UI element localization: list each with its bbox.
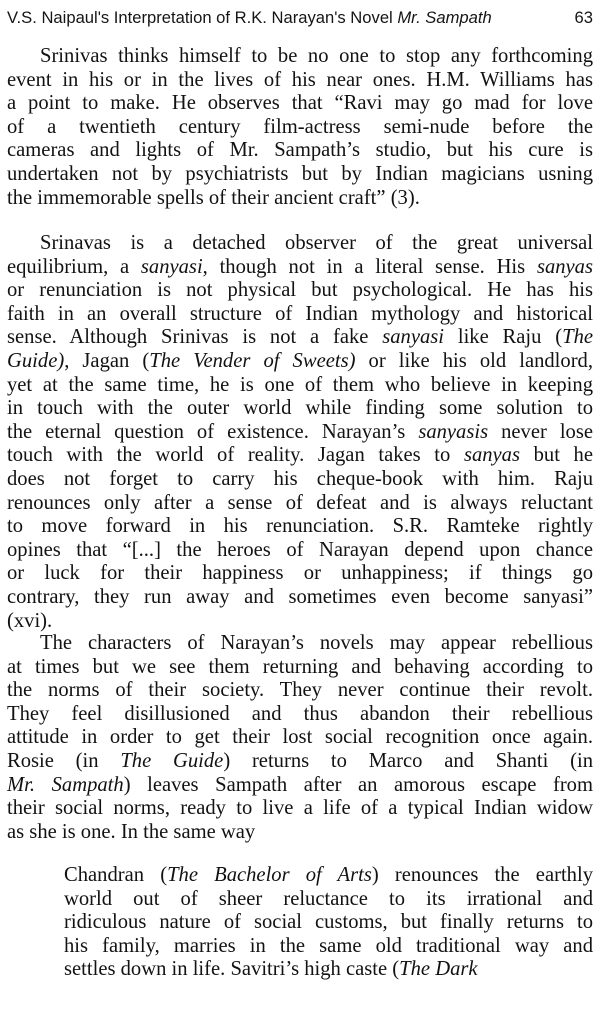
text-line (7, 444, 593, 468)
text-line (7, 187, 593, 211)
text-run: world out of sheer reluctance to its irrational and (64, 887, 593, 910)
text-line (7, 726, 593, 750)
text-run: , though not in a literal sense. His (202, 255, 537, 278)
text-run: sense. Although Srinivas is not a fake (7, 326, 383, 349)
italic-text: sanyasi (382, 326, 445, 349)
paragraph-3 (7, 632, 593, 844)
text-run: Srinavas is a detached observer of the great universal (40, 232, 593, 254)
text-run: does not forget to carry his cheque-book with him. Raju (7, 467, 593, 490)
text-run: cameras and lights of Mr. Sampath’s studio, but his cure is (7, 139, 593, 162)
text-run: attitude in order to get their lost social recognition once again. (7, 726, 593, 749)
italic-text: The Vender of Sweets) (149, 349, 356, 372)
italic-text: Mr. Sampath (7, 773, 124, 796)
text-run: renounces only after a sense of defeat and is always reluctant (7, 491, 593, 514)
text-line (7, 750, 593, 774)
text-line (64, 888, 593, 912)
text-line (7, 69, 593, 93)
text-line (64, 911, 593, 935)
running-head-title-italic: Mr. Sampath (397, 8, 492, 27)
text-line (7, 232, 593, 256)
text-run: his family, marries in the same old traditional way and (64, 934, 593, 957)
running-head (7, 6, 593, 30)
text-line (7, 468, 593, 492)
text-line (64, 864, 593, 888)
text-line (7, 303, 593, 327)
text-line (7, 374, 593, 398)
text-run: faith in an overall structure of Indian mythology and historical (7, 302, 593, 325)
text-run: , Jagan ( (64, 349, 150, 372)
text-line (7, 586, 593, 610)
italic-text: The Bachelor of Arts (167, 864, 372, 886)
text-run: ) renounces the earthly (371, 864, 593, 886)
text-line (7, 821, 593, 845)
text-run: The characters of Narayan’s novels may appear rebellious (40, 632, 593, 654)
text-line (7, 562, 593, 586)
text-line (7, 703, 593, 727)
text-line (7, 139, 593, 163)
text-run: at times but we see them returning and behaving according to (7, 655, 593, 678)
text-run: equilibrium, a (7, 255, 141, 278)
text-run: Rosie (in (7, 749, 121, 772)
text-run: touch with the world of reality. Jagan takes to (7, 444, 464, 467)
text-line (7, 421, 593, 445)
paragraph-1 (7, 45, 593, 210)
text-line (7, 656, 593, 680)
text-run: settles down in life. Savitri’s high caste ( (64, 958, 400, 981)
text-run: They feel disillusioned and thus abandon their rebellious (7, 702, 593, 725)
paragraph-2 (7, 232, 593, 633)
text-run: ridiculous nature of social customs, but finally returns to (64, 911, 593, 934)
running-head-title-prefix: V.S. Naipaul's Interpretation of R.K. Narayan's Novel (7, 8, 398, 27)
text-line (7, 279, 593, 303)
italic-text: sanyasis (418, 420, 489, 443)
text-line (7, 539, 593, 563)
block-quote (64, 864, 593, 982)
text-run: contrary, they run away and sometimes even become sanyasi” (7, 585, 593, 608)
text-run: as she is one. In the same way (7, 820, 256, 843)
text-run: the immemorable spells of their ancient craft” (3). (7, 186, 420, 209)
text-run: yet at the same time, he is one of them who believe in keeping (7, 373, 593, 396)
text-line (7, 679, 593, 703)
italic-text: The (562, 326, 593, 349)
text-line (7, 350, 593, 374)
italic-text: sanyasi (140, 255, 203, 278)
text-line (7, 256, 593, 280)
text-run: of a twentieth century film-actress semi-nude before the (7, 115, 593, 138)
text-run: Srinivas thinks himself to be no one to stop any forthcoming (40, 45, 593, 67)
text-line (7, 774, 593, 798)
text-run: the eternal question of existence. Narayan’s (7, 420, 419, 443)
text-run: never lose (488, 420, 593, 443)
text-line (7, 632, 593, 656)
page-number: 63 (574, 8, 593, 27)
text-run: undertaken not by psychiatrists but by Indian magicians usning (7, 162, 593, 185)
text-run: opines that “[...] the heroes of Narayan depend upon chance (7, 538, 593, 561)
text-run: a point to make. He observes that “Ravi may go mad for love (7, 92, 593, 115)
text-run: or luck for their happiness or unhappiness; if things go (7, 562, 593, 585)
italic-text: sanyas (463, 444, 520, 467)
text-line (7, 116, 593, 140)
text-run: (xvi). (7, 609, 53, 632)
text-run: Chandran ( (64, 864, 168, 886)
text-line (7, 492, 593, 516)
text-run: like Raju ( (444, 326, 563, 349)
text-line (7, 797, 593, 821)
italic-text: sanyas (536, 255, 593, 278)
text-run: or renunciation is not physical but psychological. He has his (7, 279, 593, 302)
text-line (7, 163, 593, 187)
text-run: or like his old landlord, (355, 349, 593, 372)
text-run: ) returns to Marco and Shanti (in (223, 749, 593, 772)
italic-text: The Guide (120, 749, 224, 772)
text-run: in touch with the outer world while finding some solution to (7, 397, 593, 420)
text-run: to move forward in his renunciation. S.R. Ramteke rightly (7, 515, 593, 538)
text-line (7, 397, 593, 421)
italic-text: The Dark (399, 958, 478, 981)
italic-text: Guide) (7, 349, 65, 372)
text-line (7, 45, 593, 69)
text-run: the norms of their society. They never continue their revolt. (7, 679, 593, 702)
text-line (64, 935, 593, 959)
text-line (64, 958, 593, 982)
text-run: event in his or in the lives of his near ones. H.M. Williams has (7, 68, 593, 91)
running-head-title (7, 8, 492, 27)
text-line (7, 515, 593, 539)
text-run: ) leaves Sampath after an amorous escape from (123, 773, 594, 796)
text-line (7, 610, 593, 634)
text-line (7, 92, 593, 116)
text-run: their social norms, ready to live a life of a typical Indian widow (7, 797, 593, 820)
text-line (7, 326, 593, 350)
text-run: but he (520, 444, 593, 467)
